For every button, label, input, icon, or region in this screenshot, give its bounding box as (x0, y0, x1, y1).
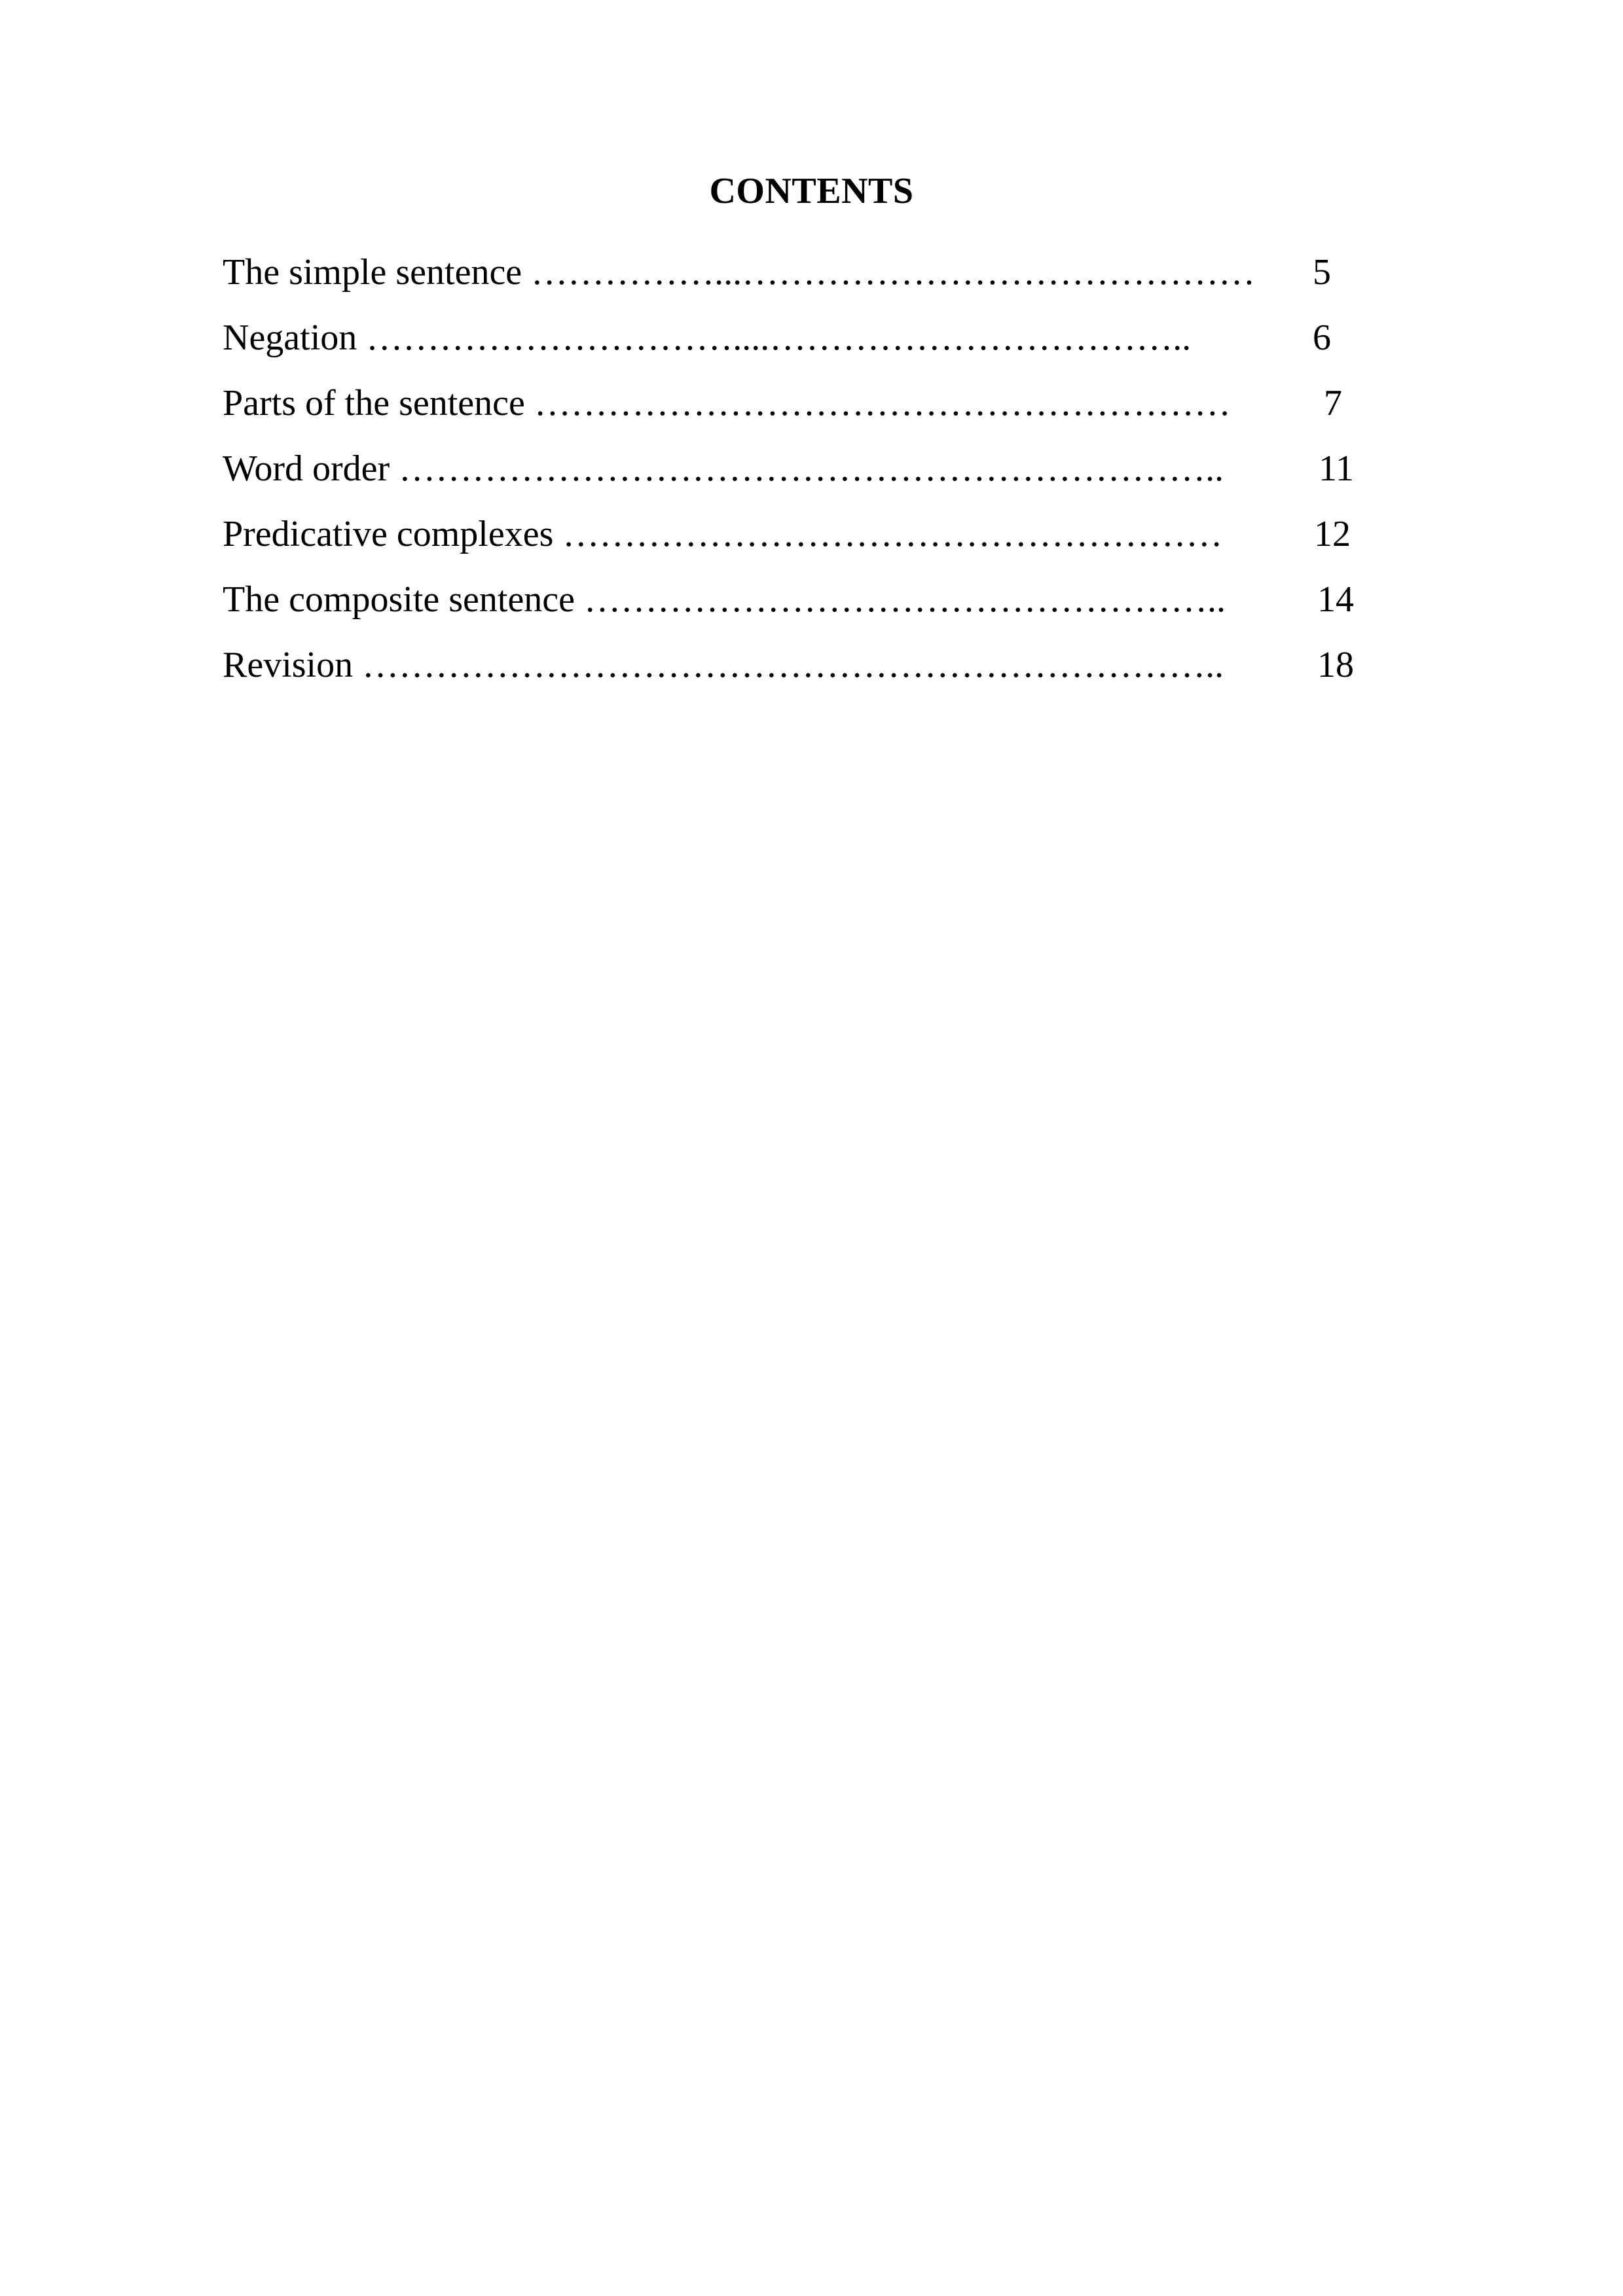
toc-entry-page: 5 (1313, 252, 1331, 293)
toc-entry-page: 14 (1317, 579, 1354, 620)
toc-entry-page: 18 (1317, 645, 1354, 685)
toc-entry (223, 246, 1362, 312)
toc-entry-text: Parts of the sentence ………………………………………………… (223, 383, 1231, 423)
toc-entry-page: 11 (1319, 448, 1354, 489)
toc-entry-page: 12 (1314, 514, 1351, 554)
toc-entry (223, 508, 1362, 573)
toc-entry-text: The composite sentence …………………………………………….. (223, 579, 1226, 620)
toc-entry-page: 7 (1324, 383, 1342, 423)
page-title: CONTENTS (709, 171, 914, 211)
toc-entry-text: Revision …………………………………………………………….. (223, 645, 1224, 685)
toc-entry (223, 573, 1362, 639)
toc-entry-text: Negation …………………………....…………………………….. (223, 317, 1192, 358)
toc-entry-text: Word order ………………………………………………………….. (223, 448, 1224, 489)
toc-entry (223, 639, 1362, 704)
toc-entry (223, 442, 1362, 508)
table-of-contents (223, 246, 1362, 704)
toc-entry-page: 6 (1313, 317, 1331, 358)
toc-entry-text: The simple sentence ……………...…………………………………… (223, 252, 1256, 293)
toc-entry-text: Predicative complexes ……………………………………………… (223, 514, 1223, 554)
toc-entry (223, 312, 1362, 377)
toc-entry (223, 377, 1362, 442)
